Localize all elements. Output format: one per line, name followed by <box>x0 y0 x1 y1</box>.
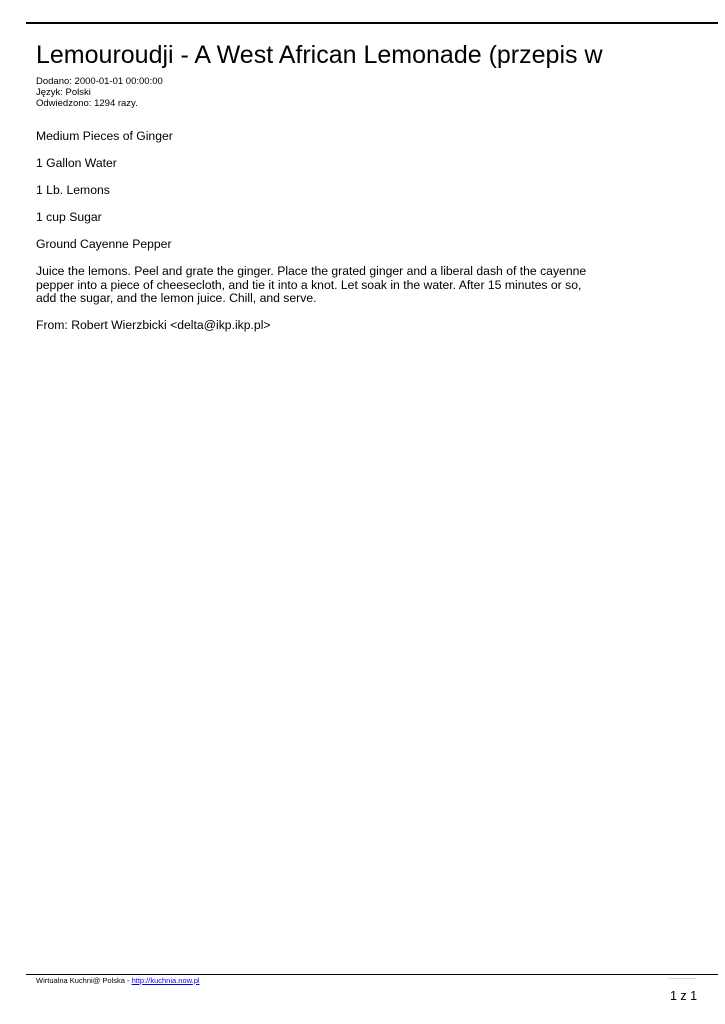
ingredient-sugar: 1 cup Sugar <box>36 210 102 224</box>
page-number: 1 z 1 <box>670 989 698 1003</box>
header-divider <box>26 22 718 24</box>
footer-site-name: Wirtualna Kuchni@ Polska - <box>36 976 132 985</box>
meta-language: Język: Polski <box>36 87 91 98</box>
footer-divider <box>26 974 718 975</box>
ingredient-cayenne: Ground Cayenne Pepper <box>36 237 172 251</box>
ingredient-water: 1 Gallon Water <box>36 156 117 170</box>
footer-site-link[interactable]: http://kuchnia.now.pl <box>131 976 200 985</box>
ingredient-ginger: Medium Pieces of Ginger <box>36 129 173 143</box>
recipe-content <box>36 130 596 346</box>
meta-visited: Odwiedzono: 1294 razy. <box>36 98 138 109</box>
document-meta <box>36 76 163 109</box>
footer-site <box>36 976 200 985</box>
recipe-author: From: Robert Wierzbicki <delta@ikp.ikp.pl> <box>36 318 271 332</box>
recipe-instructions: Juice the lemons. Peel and grate the ginger. Place the grated ginger and a liberal dash of the cayenne pepper into a piece of cheesecloth, and tie it into a knot. Let soak in the water. After 15 minutes or so, add the sugar, and the lemon juice. Chill, and serve. <box>36 264 587 305</box>
meta-added: Dodano: 2000-01-01 00:00:00 <box>36 76 163 87</box>
ingredient-lemons: 1 Lb. Lemons <box>36 183 110 197</box>
footer-faint-mark <box>668 978 696 979</box>
document-title: Lemouroudji - A West African Lemonade (przepis w <box>36 41 603 69</box>
